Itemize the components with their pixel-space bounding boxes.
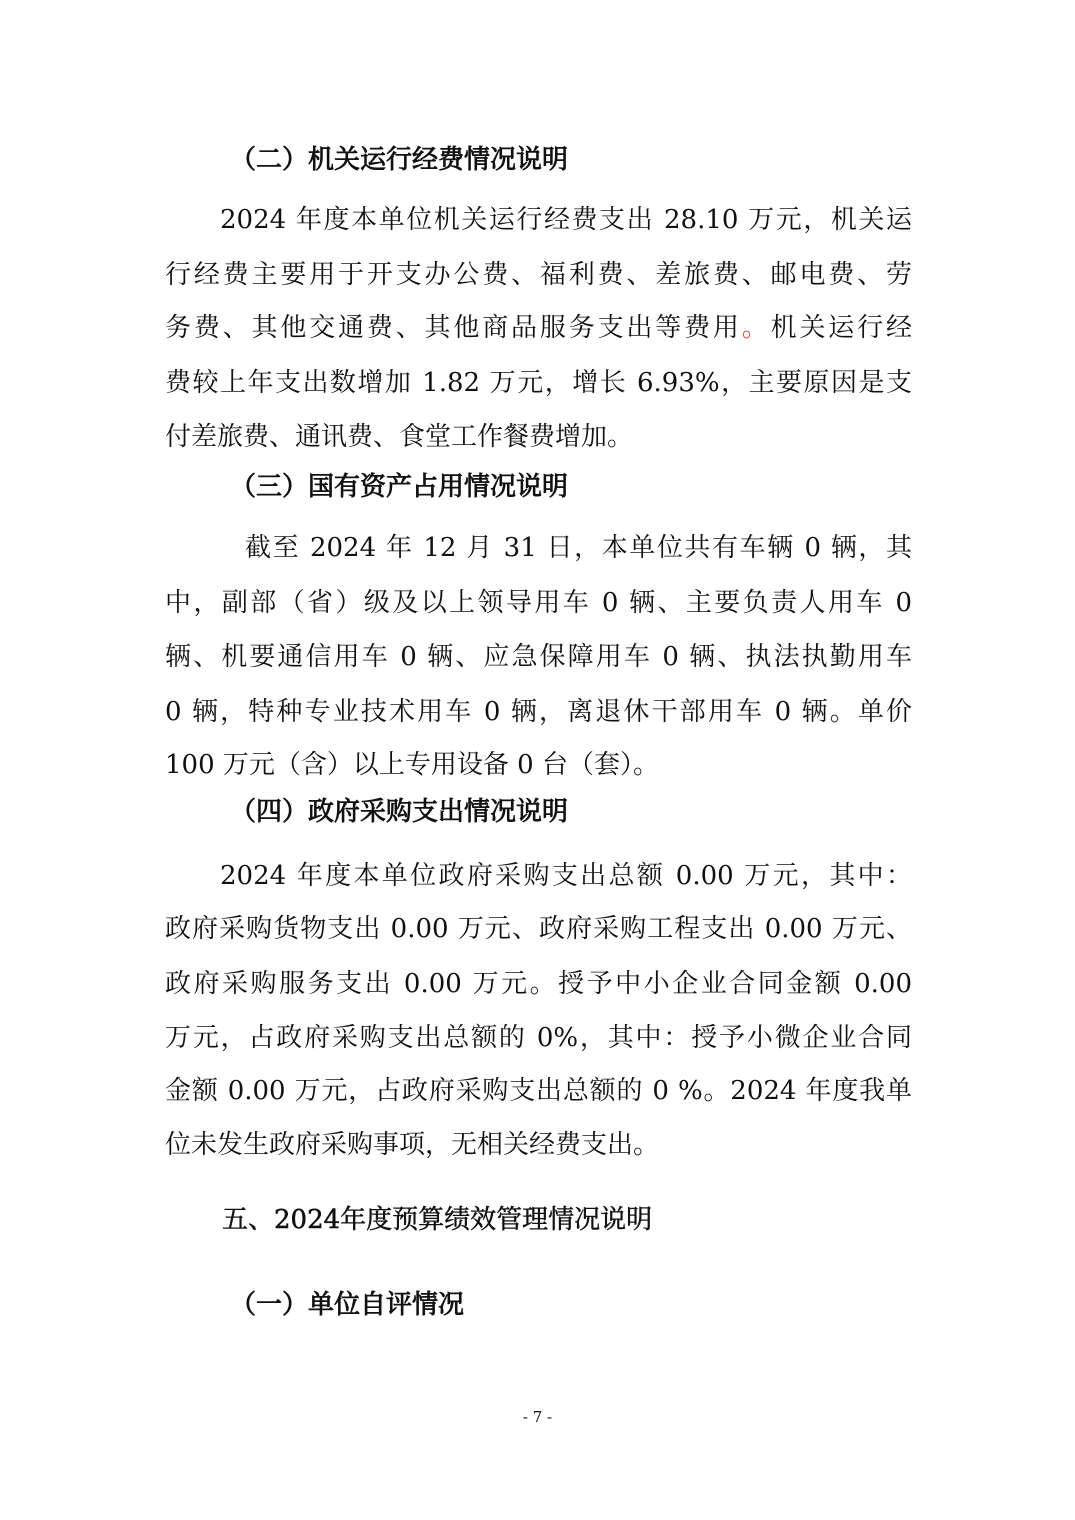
heading-state-assets: （三）国有资产占用情况说明 <box>230 472 569 502</box>
paragraph-line: 100 万元（含）以上专用设备 0 台（套）。 <box>165 750 659 780</box>
paragraph-line: 2024 年度本单位政府采购支出总额 0.00 万元，其中： <box>220 861 912 891</box>
paragraph-line: 费较上年支出数增加 1.82 万元，增长 6.93%，主要原因是支 <box>165 368 912 398</box>
paragraph-line: 付差旅费、通讯费、食堂工作餐费增加。 <box>165 422 634 452</box>
paragraph-line <box>165 308 912 348</box>
paragraph-line: 政府采购服务支出 0.00 万元。授予中小企业合同金额 0.00 <box>165 969 912 999</box>
paragraph-line: 中，副部（省）级及以上领导用车 0 辆、主要负责人用车 0 <box>165 588 912 618</box>
paragraph-line: 截至 2024 年 12 月 31 日，本单位共有车辆 0 辆，其 <box>245 533 912 563</box>
paragraph-line: 万元，占政府采购支出总额的 0%，其中：授予小微企业合同 <box>165 1023 912 1053</box>
paragraph-line: 金额 0.00 万元，占政府采购支出总额的 0 %。2024 年度我单 <box>165 1076 912 1106</box>
paragraph-line: 行经费主要用于开支办公费、福利费、差旅费、邮电费、劳 <box>165 260 912 290</box>
paragraph-line: 2024 年度本单位机关运行经费支出 28.10 万元，机关运 <box>220 205 912 235</box>
paragraph-line: 政府采购货物支出 0.00 万元、政府采购工程支出 0.00 万元、 <box>165 914 912 944</box>
red-period: 。 <box>741 313 771 343</box>
heading-self-evaluation: （一）单位自评情况 <box>230 1290 465 1320</box>
text-segment: 务费、其他交通费、其他商品服务支出等费用 <box>165 313 742 343</box>
paragraph-line: 0 辆，特种专业技术用车 0 辆，离退休干部用车 0 辆。单价 <box>165 697 912 727</box>
heading-performance-management: 五、2024年度预算绩效管理情况说明 <box>222 1205 653 1235</box>
paragraph-line: 辆、机要通信用车 0 辆、应急保障用车 0 辆、执法执勤用车 <box>165 642 912 672</box>
heading-operating-expenses: （二）机关运行经费情况说明 <box>230 145 569 175</box>
paragraph-line: 位未发生政府采购事项，无相关经费支出。 <box>165 1130 660 1160</box>
text-segment: 机关运行经 <box>770 313 912 343</box>
heading-government-procurement: （四）政府采购支出情况说明 <box>230 797 569 827</box>
page-number: - 7 - <box>522 1408 553 1426</box>
